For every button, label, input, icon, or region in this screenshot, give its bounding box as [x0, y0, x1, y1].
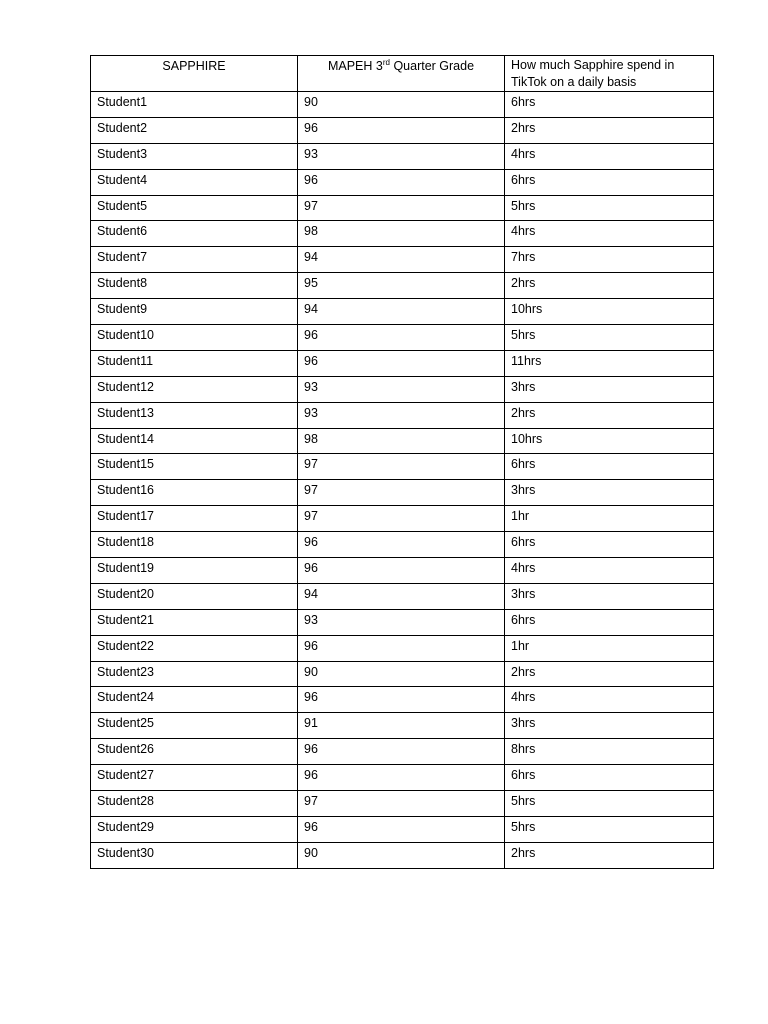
grade-cell: 96 [298, 117, 505, 143]
grade-cell: 96 [298, 350, 505, 376]
grade-cell: 98 [298, 428, 505, 454]
table-row [91, 376, 714, 402]
table-row [91, 661, 714, 687]
grade-cell: 91 [298, 713, 505, 739]
student-cell: Student15 [91, 454, 298, 480]
hours-cell: 4hrs [505, 221, 714, 247]
grade-cell: 94 [298, 299, 505, 325]
grade-cell: 93 [298, 402, 505, 428]
hours-cell: 11hrs [505, 350, 714, 376]
hours-cell: 10hrs [505, 428, 714, 454]
table-row [91, 765, 714, 791]
grade-cell: 94 [298, 583, 505, 609]
student-cell: Student18 [91, 532, 298, 558]
student-cell: Student4 [91, 169, 298, 195]
table-row [91, 842, 714, 868]
table-row [91, 506, 714, 532]
header-mapeh-suffix: Quarter Grade [389, 59, 475, 73]
table-row [91, 117, 714, 143]
student-cell: Student16 [91, 480, 298, 506]
grade-cell: 96 [298, 765, 505, 791]
student-cell: Student2 [91, 117, 298, 143]
table-row [91, 350, 714, 376]
hours-cell: 2hrs [505, 273, 714, 299]
table-row [91, 480, 714, 506]
table-row [91, 713, 714, 739]
hours-cell: 5hrs [505, 325, 714, 351]
table-row [91, 739, 714, 765]
student-cell: Student10 [91, 325, 298, 351]
student-cell: Student28 [91, 791, 298, 817]
table-row [91, 247, 714, 273]
table-row [91, 687, 714, 713]
table-row [91, 454, 714, 480]
header-row [91, 56, 714, 92]
student-cell: Student20 [91, 583, 298, 609]
hours-cell: 3hrs [505, 376, 714, 402]
grade-cell: 96 [298, 739, 505, 765]
hours-cell: 10hrs [505, 299, 714, 325]
grade-cell: 97 [298, 480, 505, 506]
table-row [91, 402, 714, 428]
hours-cell: 2hrs [505, 842, 714, 868]
grade-cell: 96 [298, 635, 505, 661]
table-row [91, 143, 714, 169]
hours-cell: 2hrs [505, 661, 714, 687]
hours-cell: 3hrs [505, 480, 714, 506]
table-row [91, 816, 714, 842]
hours-cell: 5hrs [505, 195, 714, 221]
grade-cell: 96 [298, 558, 505, 584]
student-cell: Student6 [91, 221, 298, 247]
student-cell: Student11 [91, 350, 298, 376]
hours-cell: 6hrs [505, 532, 714, 558]
hours-cell: 6hrs [505, 169, 714, 195]
table-row [91, 583, 714, 609]
student-cell: Student13 [91, 402, 298, 428]
table-row [91, 791, 714, 817]
table-row [91, 195, 714, 221]
table-row [91, 92, 714, 118]
hours-cell: 1hr [505, 635, 714, 661]
table-header [91, 56, 714, 92]
header-mapeh-grade [298, 56, 505, 92]
student-cell: Student29 [91, 816, 298, 842]
student-cell: Student9 [91, 299, 298, 325]
hours-cell: 4hrs [505, 143, 714, 169]
student-cell: Student30 [91, 842, 298, 868]
student-cell: Student27 [91, 765, 298, 791]
student-cell: Student3 [91, 143, 298, 169]
grade-cell: 96 [298, 532, 505, 558]
student-cell: Student22 [91, 635, 298, 661]
grade-cell: 90 [298, 661, 505, 687]
header-tiktok-hours: How much Sapphire spend in TikTok on a daily basis [505, 56, 714, 92]
student-cell: Student26 [91, 739, 298, 765]
grades-table [90, 55, 714, 869]
table-row [91, 299, 714, 325]
table-row [91, 325, 714, 351]
header-mapeh-prefix: MAPEH 3 [327, 59, 383, 73]
grade-cell: 90 [298, 92, 505, 118]
student-cell: Student17 [91, 506, 298, 532]
grade-cell: 97 [298, 195, 505, 221]
hours-cell: 2hrs [505, 117, 714, 143]
hours-cell: 6hrs [505, 609, 714, 635]
table-row [91, 169, 714, 195]
grade-cell: 96 [298, 169, 505, 195]
table-row [91, 221, 714, 247]
hours-cell: 2hrs [505, 402, 714, 428]
grade-cell: 96 [298, 816, 505, 842]
student-cell: Student24 [91, 687, 298, 713]
hours-cell: 6hrs [505, 765, 714, 791]
student-cell: Student1 [91, 92, 298, 118]
hours-cell: 3hrs [505, 583, 714, 609]
hours-cell: 8hrs [505, 739, 714, 765]
student-cell: Student8 [91, 273, 298, 299]
hours-cell: 4hrs [505, 558, 714, 584]
table-body [91, 92, 714, 869]
table-row [91, 635, 714, 661]
header-sapphire: SAPPHIRE [91, 56, 298, 92]
grade-cell: 95 [298, 273, 505, 299]
table-row [91, 532, 714, 558]
grade-cell: 94 [298, 247, 505, 273]
hours-cell: 7hrs [505, 247, 714, 273]
grade-cell: 97 [298, 454, 505, 480]
table-row [91, 609, 714, 635]
grade-cell: 93 [298, 609, 505, 635]
student-cell: Student14 [91, 428, 298, 454]
hours-cell: 6hrs [505, 454, 714, 480]
hours-cell: 3hrs [505, 713, 714, 739]
student-cell: Student12 [91, 376, 298, 402]
grade-cell: 96 [298, 687, 505, 713]
grade-cell: 97 [298, 506, 505, 532]
grade-cell: 93 [298, 143, 505, 169]
hours-cell: 5hrs [505, 816, 714, 842]
grade-cell: 98 [298, 221, 505, 247]
student-cell: Student7 [91, 247, 298, 273]
grade-cell: 96 [298, 325, 505, 351]
table-row [91, 273, 714, 299]
header-mapeh-superscript: rd [382, 57, 390, 67]
student-cell: Student25 [91, 713, 298, 739]
grade-cell: 97 [298, 791, 505, 817]
hours-cell: 5hrs [505, 791, 714, 817]
student-cell: Student19 [91, 558, 298, 584]
student-cell: Student5 [91, 195, 298, 221]
student-cell: Student21 [91, 609, 298, 635]
table-row [91, 428, 714, 454]
table-row [91, 558, 714, 584]
hours-cell: 4hrs [505, 687, 714, 713]
grade-cell: 90 [298, 842, 505, 868]
hours-cell: 1hr [505, 506, 714, 532]
student-cell: Student23 [91, 661, 298, 687]
hours-cell: 6hrs [505, 92, 714, 118]
grade-cell: 93 [298, 376, 505, 402]
